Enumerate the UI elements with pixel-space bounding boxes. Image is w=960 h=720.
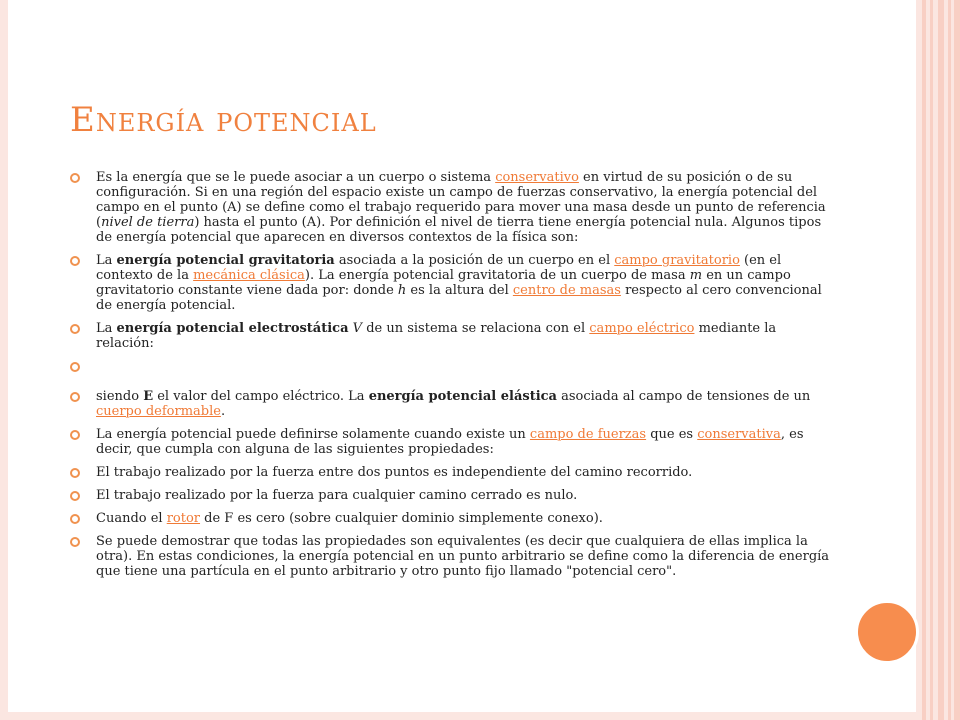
list-item-empty	[96, 359, 836, 381]
link-cuerpo-deformable[interactable]: cuerpo deformable	[96, 404, 221, 419]
list-item: El trabajo realizado por la fuerza entre dos puntos es independiente del camino recorrido.	[96, 465, 836, 480]
link-campo-gravitatorio[interactable]: campo gravitatorio	[614, 253, 740, 268]
link-mecanica-clasica[interactable]: mecánica clásica	[193, 268, 305, 283]
decorative-circle	[855, 600, 919, 664]
link-conservativa[interactable]: conservativa	[697, 427, 781, 442]
link-campo-de-fuerzas[interactable]: campo de fuerzas	[529, 427, 647, 442]
stripe	[922, 0, 926, 720]
list-item: La energía potencial electrostática V de un sistema se relaciona con el campo eléctrico mediante la relación:	[96, 321, 836, 351]
list-item: El trabajo realizado por la fuerza para cualquier camino cerrado es nulo.	[96, 488, 836, 503]
list-item: La energía potencial puede definirse solamente cuando existe un campo de fuerzas que es conservativa, es decir, que cumpla con alguna de las siguientes propiedades:	[96, 427, 836, 457]
link-rotor[interactable]: rotor	[166, 511, 201, 526]
list-item: Cuando el rotor de F es cero (sobre cualquier dominio simplemente conexo).	[96, 511, 836, 526]
list-item: Se puede demostrar que todas las propiedades son equivalentes (es decir que cualquiera de ellas implica la otra). En estas condiciones, la energía potencial en un punto arbitrario se define como la diferencia de energía que tiene una partícula en el punto arbitrario y otro punto fijo llamado "potencial cero".	[96, 534, 836, 579]
slide-title: Energía potencial	[70, 100, 377, 140]
bullet-list	[96, 170, 836, 587]
link-centro-de-masas[interactable]: centro de masas	[512, 283, 621, 298]
list-item: La energía potencial gravitatoria asociada a la posición de un cuerpo en el campo gravitatorio (en el contexto de la mecánica clásica). La energía potencial gravitatoria de un cuerpo de masa m en un campo gravitatorio constante viene dada por: donde h es la altura del centro de masas respecto al cero convencional de energía potencial.	[96, 253, 836, 313]
link-campo-electrico[interactable]: campo eléctrico	[589, 321, 695, 336]
stripe	[938, 0, 944, 720]
link-conservativo[interactable]: conservativo	[495, 170, 579, 185]
stripe	[954, 0, 960, 720]
stripe	[948, 0, 951, 720]
list-item: siendo E el valor del campo eléctrico. La energía potencial elástica asociada al campo de tensiones de un cuerpo deformable.	[96, 389, 836, 419]
slide-area	[8, 0, 916, 712]
list-item: Es la energía que se le puede asociar a un cuerpo o sistema conservativo en virtud de su posición o de su configuración. Si en una región del espacio existe un campo de fuerzas conservativo, la energía potencial del campo en el punto (A) se define como el trabajo requerido para mover una masa desde un punto de referencia (nivel de tierra) hasta el punto (A). Por definición el nivel de tierra tiene energía potencial nula. Algunos tipos de energía potencial que aparecen en diversos contextos de la física son:	[96, 170, 836, 245]
decorative-stripes	[916, 0, 960, 720]
stripe	[930, 0, 933, 720]
